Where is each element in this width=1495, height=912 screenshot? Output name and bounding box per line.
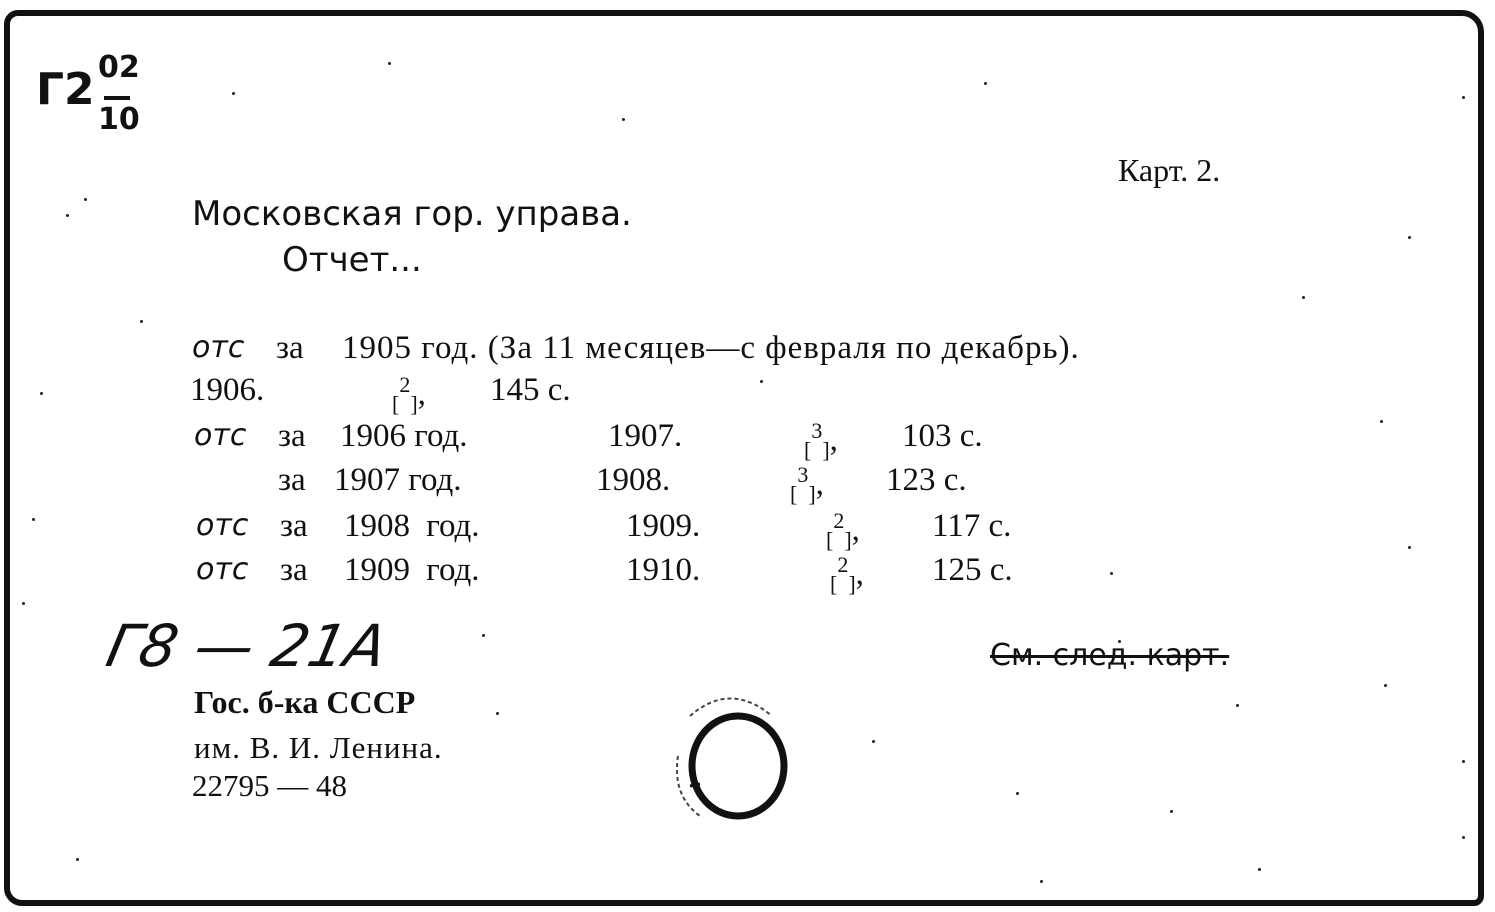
entry-4-year: 1909. bbox=[626, 508, 701, 544]
entry-3-vol-number: 3 bbox=[797, 462, 809, 487]
paper-speck bbox=[1258, 868, 1261, 871]
entry-5-mark: отс bbox=[196, 552, 249, 587]
library-line1: Гос. б-ка СССР bbox=[194, 684, 416, 720]
paper-speck bbox=[32, 518, 35, 521]
entry-1-vol: $_[^2_]$, bbox=[392, 372, 426, 417]
paper-speck bbox=[1408, 236, 1411, 239]
paper-speck bbox=[1302, 296, 1305, 299]
shelfmark-fraction-bar bbox=[104, 96, 130, 100]
paper-speck bbox=[1110, 572, 1113, 575]
shelfmark-denominator: 10 bbox=[98, 102, 140, 137]
entry-2-mark: отс bbox=[194, 418, 247, 453]
paper-speck bbox=[1170, 810, 1173, 813]
entry-2-prefix: за bbox=[278, 418, 306, 454]
entry-0-text: 1905 год. (За 11 месяцев—с февраля по декабрь). bbox=[342, 330, 1080, 366]
paper-speck bbox=[1384, 684, 1387, 687]
entry-4-mark: отс bbox=[196, 508, 249, 543]
entry-4-vol-number: 2 bbox=[833, 508, 845, 533]
paper-speck bbox=[40, 392, 43, 395]
paper-speck bbox=[84, 198, 87, 201]
entry-3-pages: 123 с. bbox=[886, 462, 967, 498]
paper-speck bbox=[1462, 96, 1465, 99]
entry-1-text: 1906. bbox=[190, 372, 265, 408]
entry-5-vol-number: 2 bbox=[837, 552, 849, 577]
entry-2-text: 1906 год. bbox=[340, 418, 468, 454]
paper-speck bbox=[22, 602, 25, 605]
entry-2-year: 1907. bbox=[608, 418, 683, 454]
heading-line2: Отчет... bbox=[282, 240, 422, 280]
paper-speck bbox=[984, 82, 987, 85]
shelfmark bbox=[36, 64, 95, 115]
entry-4-text: 1908 год. bbox=[344, 508, 480, 544]
entry-4-vol: $_[^2_]$, bbox=[826, 508, 860, 553]
paper-speck bbox=[232, 92, 235, 95]
entry-4-pages: 117 с. bbox=[932, 508, 1012, 544]
paper-speck bbox=[482, 634, 485, 637]
library-line2: им. В. И. Ленина. bbox=[194, 730, 443, 765]
paper-speck bbox=[66, 214, 69, 217]
paper-speck bbox=[1462, 760, 1465, 763]
paper-speck bbox=[140, 320, 143, 323]
paper-speck bbox=[872, 740, 875, 743]
paper-speck bbox=[1040, 880, 1043, 883]
entry-5-text: 1909 год. bbox=[344, 552, 480, 588]
entry-2-vol-number: 3 bbox=[811, 418, 823, 443]
paper-speck bbox=[622, 118, 625, 121]
shelfmark-numerator: 02 bbox=[98, 50, 140, 85]
entry-3-vol: $_[^3_]$, bbox=[790, 462, 824, 507]
entry-3-prefix: за bbox=[278, 462, 306, 498]
paper-speck bbox=[1236, 704, 1239, 707]
shelfmark-prefix: Г2 bbox=[36, 64, 95, 115]
paper-speck bbox=[760, 380, 763, 383]
entry-1-vol-number: 2 bbox=[399, 372, 411, 397]
entry-5-year: 1910. bbox=[626, 552, 701, 588]
entry-1-pages: 145 с. bbox=[490, 372, 571, 408]
entry-0-mark: отс bbox=[192, 330, 245, 365]
handwritten-code: Г8 — 21А bbox=[100, 612, 393, 680]
entry-4-prefix: за bbox=[280, 508, 308, 544]
library-line3: 22795 — 48 bbox=[192, 768, 347, 803]
paper-speck bbox=[1016, 792, 1019, 795]
entry-3-year: 1908. bbox=[596, 462, 671, 498]
paper-speck bbox=[1408, 546, 1411, 549]
paper-speck bbox=[388, 62, 391, 65]
paper-speck bbox=[1462, 836, 1465, 839]
entry-2-pages: 103 с. bbox=[902, 418, 983, 454]
card-number: Карт. 2. bbox=[1118, 152, 1221, 188]
paper-speck bbox=[496, 712, 499, 715]
see-next-card: См. след. карт. bbox=[990, 638, 1230, 673]
entry-3-text: 1907 год. bbox=[334, 462, 462, 498]
entry-0-prefix: за bbox=[276, 330, 304, 366]
heading-line1: Московская гор. управа. bbox=[192, 194, 632, 234]
paper-speck bbox=[76, 858, 79, 861]
entry-5-prefix: за bbox=[280, 552, 308, 588]
entry-5-vol: $_[^2_]$, bbox=[830, 552, 864, 597]
paper-speck bbox=[1380, 420, 1383, 423]
entry-2-vol: $_[^3_]$, bbox=[804, 418, 838, 463]
punch-circle-icon bbox=[660, 686, 800, 836]
entry-5-pages: 125 с. bbox=[932, 552, 1013, 588]
